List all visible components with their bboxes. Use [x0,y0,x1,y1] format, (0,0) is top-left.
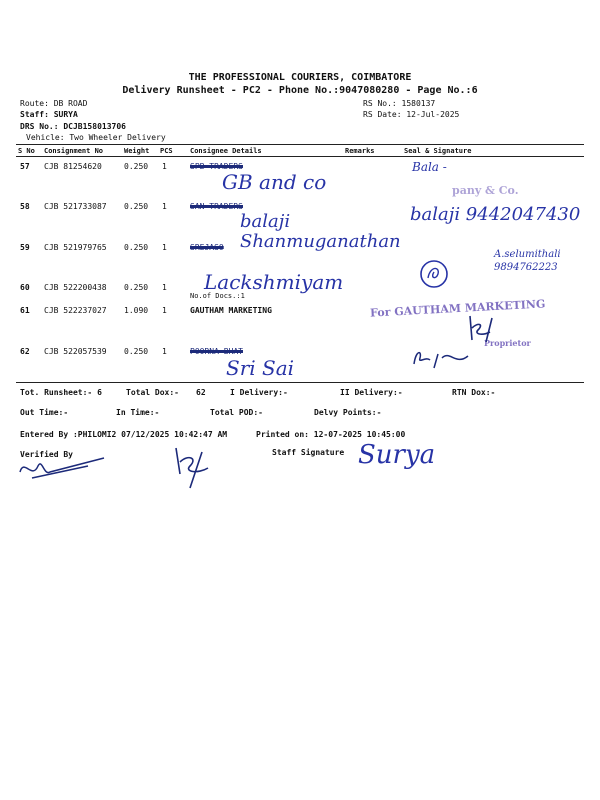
row-sno: 60 [20,283,30,292]
rs-date: RS Date: 12-Jul-2025 [363,110,460,119]
i-delivery: I Delivery:- [230,388,288,397]
runsheet-subtitle: Delivery Runsheet - PC2 - Phone No.:9047080280 - Page No.:6 [122,85,478,96]
row-doc-count: No.of Docs.:1 [190,292,245,300]
proprietor-signature-icon [462,312,502,346]
row-pcs: 1 [162,162,167,171]
row-sno: 57 [20,162,30,171]
row-consignment: CJB 521979765 [44,243,107,252]
total-pod: Total POD:- [210,408,263,417]
rs-number: RS No.: 1580137 [363,99,436,108]
col-seal: Seal & Signature [404,147,472,155]
ii-delivery: II Delivery:- [340,388,403,397]
company-title: THE PROFESSIONAL COURIERS, COIMBATORE [188,72,412,83]
company-stamp-fragment: pany & Co. [452,184,519,197]
row-consignment: CJB 522057539 [44,347,107,356]
printed-on: Printed on: 12-07-2025 10:45:00 [256,430,406,439]
delvy-points: Delvy Points:- [314,408,382,417]
col-consignee: Consignee Details [190,147,262,155]
totals-rule [16,382,584,383]
row-sno: 62 [20,347,30,356]
row-pcs: 1 [162,306,167,315]
row-consignee-struck: POORNA BHAT [190,347,243,356]
row-weight: 0.250 [124,162,149,171]
row-consignee-struck: SAN TRADERS [190,202,243,211]
row-weight: 0.250 [124,283,149,292]
row-sno: 61 [20,306,30,315]
row-handwritten-name: Sri Sai [226,356,295,380]
row-handwritten-name: balaji Shanmuganathan [240,211,401,252]
entered-by: Entered By :PHILOMI2 07/12/2025 10:42:47 AM [20,430,228,439]
total-dox-label: Total Dox:- [126,388,179,397]
total-runsheet: Tot. Runsheet:- 6 [20,388,102,397]
row-consignment: CJB 521733087 [44,202,107,211]
row-consignee-struck: SPB TRADERS [190,162,243,171]
gautham-stamp: For GAUTHAM MARKETING [369,297,546,320]
vehicle-label: Vehicle: Two Wheeler Delivery [26,133,166,142]
verifier-signature-icon [18,452,108,484]
seal-circle-icon [418,258,450,290]
rtn-dox: RTN Dox:- [452,388,496,397]
row-seal-signature: Bala - [412,160,447,174]
row-pcs: 1 [162,283,167,292]
col-sno: S No [18,147,35,155]
row-weight: 0.250 [124,243,149,252]
header-rule-bottom [16,156,584,157]
row-seal-signature: balaji 9442047430 [410,204,581,225]
proprietor-stamp: Proprietor [484,338,531,348]
row-sno: 58 [20,202,30,211]
row-consignee-struck: SREJASO [190,243,224,252]
initial-signature-icon [168,444,214,490]
route-label: Route: DB ROAD [20,99,88,108]
row-weight: 0.250 [124,202,149,211]
row-consignment: CJB 81254620 [44,162,102,171]
row-handwritten-name: Lackshmiyam [204,270,344,294]
col-weight: Weight [124,147,150,155]
row-62-signature-icon [412,346,472,370]
row-weight: 1.090 [124,306,149,315]
row-pcs: 1 [162,243,167,252]
row-seal-signature: A.selumithali 9894762223 [494,249,561,273]
staff-handwritten-signature: Surya [358,440,436,470]
total-dox-value: 62 [196,388,206,397]
col-pcs: PCS [160,147,173,155]
row-sno: 59 [20,243,30,252]
col-remarks: Remarks [345,147,375,155]
verified-by-label: Verified By [20,450,73,459]
row-weight: 0.250 [124,347,149,356]
in-time: In Time:- [116,408,160,417]
row-pcs: 1 [162,347,167,356]
staff-label: Staff: SURYA [20,110,78,119]
row-pcs: 1 [162,202,167,211]
row-consignee: GAUTHAM MARKETING [190,306,272,315]
out-time: Out Time:- [20,408,69,417]
col-consignment: Consignment No [44,147,104,155]
row-consignment: CJB 522237027 [44,306,107,315]
row-consignment: CJB 522200438 [44,283,107,292]
drs-number: DRS No.: DCJB158013706 [20,122,126,131]
header-rule-top [16,144,584,145]
staff-signature-label: Staff Signature [272,448,345,457]
row-handwritten-name: GB and co [222,170,327,194]
